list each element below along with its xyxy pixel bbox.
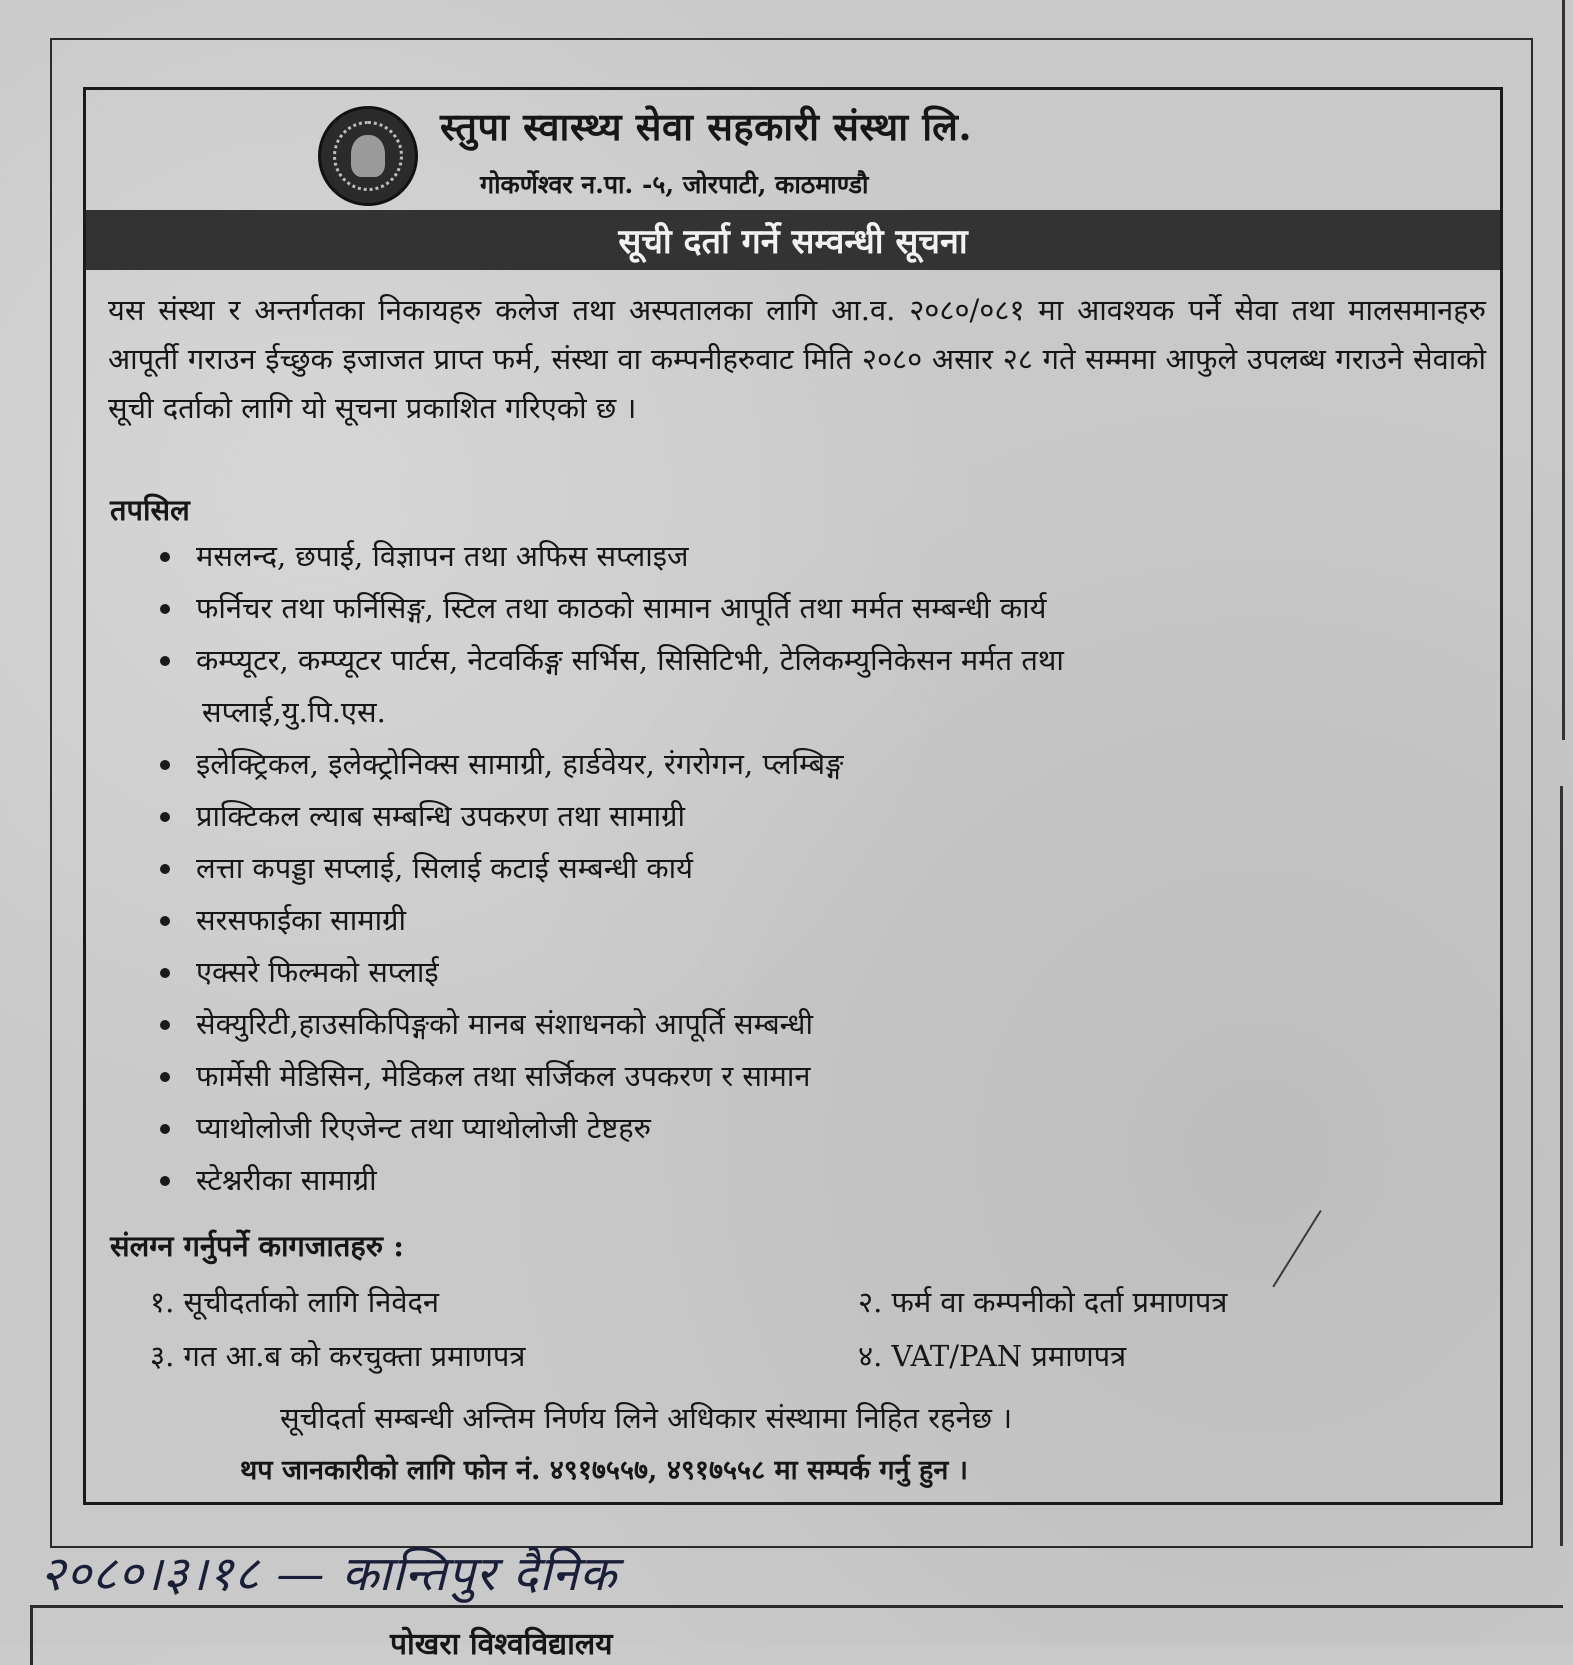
- next-notice-frame: [30, 1605, 1563, 1665]
- document-item: २. फर्म वा कम्पनीको दर्ता प्रमाणपत्र: [858, 1285, 1228, 1319]
- list-item: स्टेश्नरीका सामाग्री: [160, 1154, 1410, 1206]
- list-item: सरसफाईका सामाग्री: [160, 894, 1410, 946]
- service-list: [160, 530, 1410, 1206]
- handwritten-note: २०८०।३।१८ — कान्तिपुर दैनिक: [40, 1546, 618, 1602]
- logo-figure: [351, 135, 385, 177]
- organization-name: स्तुपा स्वास्थ्य सेवा सहकारी संस्था लि.: [440, 104, 973, 149]
- organization-logo-icon: [318, 106, 418, 206]
- list-item: कम्प्यूटर, कम्प्यूटर पार्टस, नेटवर्किङ्ग सर्भिस, सिसिटिभी, टेलिकम्युनिकेसन मर्मत तथा सप्लाई,यु.पि.एस.: [160, 634, 1410, 738]
- list-item: सेक्युरिटी,हाउसकिपिङ्गको मानब संशाधनको आपूर्ति सम्बन्धी: [160, 998, 1410, 1050]
- document-item: १. सूचीदर्ताको लागि निवेदन: [150, 1285, 439, 1319]
- column-rule: [1562, 0, 1565, 740]
- list-item: प्राक्टिकल ल्याब सम्बन्धि उपकरण तथा सामाग्री: [160, 790, 1410, 842]
- contact-line: थप जानकारीको लागि फोन नं. ४९१७५५७, ४९१७५५८ मा सम्पर्क गर्नु हुन ।: [240, 1455, 968, 1486]
- list-item: एक्सरे फिल्मको सप्लाई: [160, 946, 1410, 998]
- organization-address: गोकर्णेश्वर न.पा. -५, जोरपाटी, काठमाण्डौ: [480, 170, 869, 199]
- document-item: ४. VAT/PAN प्रमाणपत्र: [858, 1339, 1127, 1373]
- notice-title-banner: [86, 210, 1500, 270]
- list-item: फर्निचर तथा फर्निसिङ्ग, स्टिल तथा काठको सामान आपूर्ति तथा मर्मत सम्बन्धी कार्य: [160, 582, 1410, 634]
- intro-paragraph: यस संस्था र अन्तर्गतका निकायहरु कलेज तथा अस्पतालका लागि आ.व. २०८०/०८१ मा आवश्यक पर्ने सेवा तथा मालसमानहरु आपूर्ती गराउन ईच्छुक इजाजत प्राप्त फर्म, संस्था वा कम्पनीहरुवाट मिति २०८० असार २८ गते सम्ममा आफुले उपलब्ध गराउने सेवाको सूची दर्ताको लागि यो सूचना प्रकाशित गरिएको छ ।: [108, 293, 1486, 425]
- list-item-continuation: सप्लाई,यु.पि.एस.: [202, 695, 386, 729]
- document-item: ३. गत आ.ब को करचुक्ता प्रमाणपत्र: [150, 1339, 526, 1373]
- details-heading: तपसिल: [110, 493, 190, 527]
- closing-statement: सूचीदर्ता सम्बन्धी अन्तिम निर्णय लिने अधिकार संस्थामा निहित रहनेछ ।: [280, 1401, 1013, 1435]
- documents-heading: संलग्न गर्नुपर्ने कागजातहरु :: [110, 1229, 404, 1263]
- notice-title: सूची दर्ता गर्ने सम्वन्धी सूचना: [618, 222, 968, 262]
- list-item: मसलन्द, छपाई, विज्ञापन तथा अफिस सप्लाइज: [160, 530, 1410, 582]
- list-item: इलेक्ट्रिकल, इलेक्ट्रोनिक्स सामाग्री, हार्डवेयर, रंगरोगन, प्लम्बिङ्ग: [160, 738, 1410, 790]
- list-item: फार्मेसी मेडिसिन, मेडिकल तथा सर्जिकल उपकरण र सामान: [160, 1050, 1410, 1102]
- list-item: प्याथोलोजी रिएजेन्ट तथा प्याथोलोजी टेष्टहरु: [160, 1102, 1410, 1154]
- list-item: लत्ता कपड्डा सप्लाई, सिलाई कटाई सम्बन्धी कार्य: [160, 842, 1410, 894]
- next-notice-heading: पोखरा विश्वविद्यालय: [390, 1627, 613, 1662]
- column-rule: [1560, 786, 1563, 1546]
